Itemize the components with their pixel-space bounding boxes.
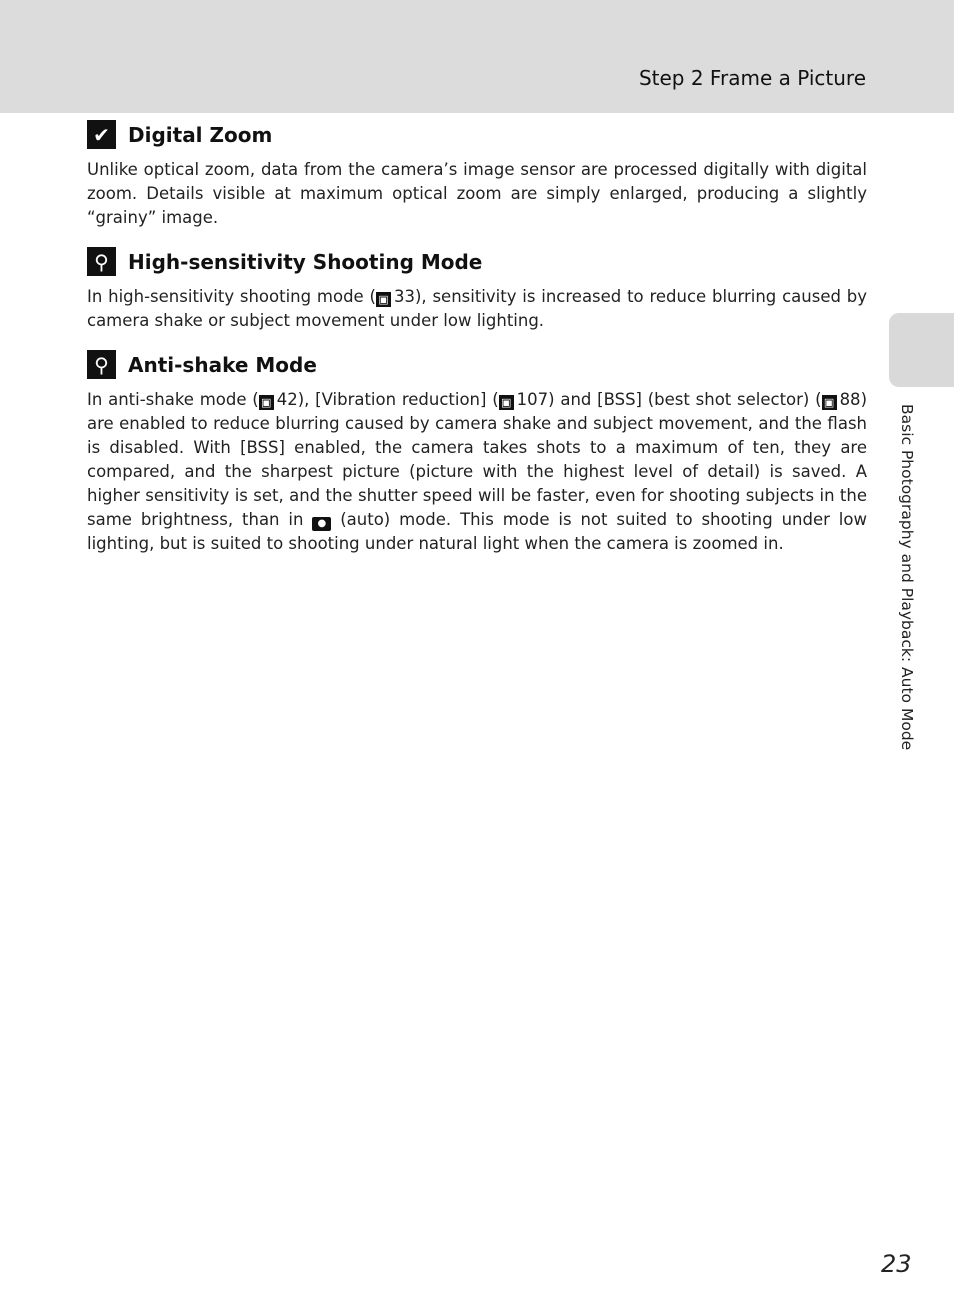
page-header <box>0 0 954 113</box>
magnifier-note-icon: ⚲ <box>87 350 116 379</box>
section-text: In high-sensitivity shooting mode ( ▣ 33), sensitivity is increased to reduce blurring caused by camera shake or subject movement under low lighting. <box>87 287 867 330</box>
section-heading <box>87 120 867 149</box>
camera-icon: ● <box>312 517 331 531</box>
page-reference[interactable]: 107 <box>516 390 549 409</box>
page-reference[interactable]: 88 <box>839 390 861 409</box>
section-high-sensitivity <box>87 247 867 333</box>
page-reference-icon: ▣ <box>376 292 391 307</box>
side-tab-label: Basic Photography and Playback: Auto Mode <box>898 404 916 751</box>
page-number: 23 <box>881 1250 912 1278</box>
section-title: Anti-shake Mode <box>128 352 317 377</box>
page-reference-icon: ▣ <box>499 395 514 410</box>
section-digital-zoom <box>87 120 867 230</box>
side-tab <box>889 313 954 387</box>
section-title: Digital Zoom <box>128 122 273 147</box>
page-reference[interactable]: 42 <box>276 390 298 409</box>
section-title: High-sensitivity Shooting Mode <box>128 249 483 274</box>
checkmark-icon: ✔ <box>87 120 116 149</box>
header-title: Step 2 Frame a Picture <box>638 66 866 90</box>
page-content <box>87 120 867 573</box>
section-heading <box>87 247 867 276</box>
magnifier-note-icon: ⚲ <box>87 247 116 276</box>
section-anti-shake <box>87 350 867 556</box>
page-reference[interactable]: 33 <box>393 287 415 306</box>
section-text: In anti-shake mode ( ▣ 42), [Vibration reduction] ( ▣ 107) and [BSS] (best shot selector) ( ▣ 88) are enabled to reduce blurring caused by camera shake and subject movement, and the flash is disabled. With [BSS] enabled, the camera takes shots to a maximum of ten, they are compared, and the sharpest picture (picture with the highest level of detail) is saved. A higher sensitivity is set, and the shutter speed will be faster, even for shooting subjects in the same brightness, than in ● (auto) mode. This mode is not suited to shooting under low lighting, but is suited to shooting under natural light when the camera is zoomed in. <box>87 390 867 553</box>
page-reference-icon: ▣ <box>822 395 837 410</box>
page-reference-icon: ▣ <box>259 395 274 410</box>
section-text: Unlike optical zoom, data from the camera’s image sensor are processed digitally with digital zoom. Details visible at maximum optical zoom are simply enlarged, producing a slightly “grainy” image. <box>87 160 867 227</box>
section-heading <box>87 350 867 379</box>
